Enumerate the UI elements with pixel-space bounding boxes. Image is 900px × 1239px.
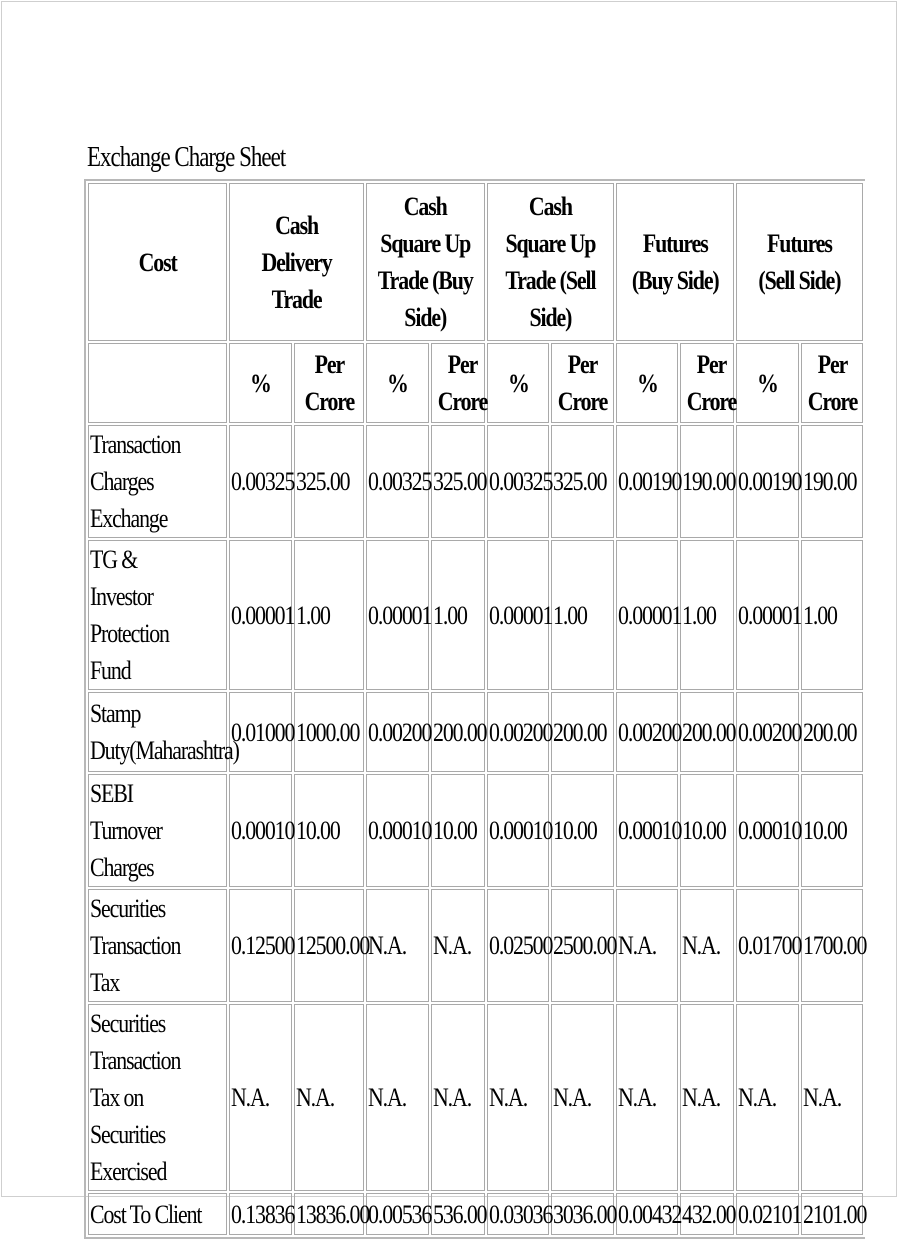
value-cell: 0.01700 [736, 889, 798, 1002]
value-cell: N.A. [366, 889, 428, 1002]
table-row [88, 425, 863, 538]
value-cell: N.A. [680, 889, 734, 1002]
value-cell: 1000.00 [294, 692, 365, 772]
value-cell: 0.00325 [229, 425, 291, 538]
header-pct: % [487, 343, 549, 423]
value-cell: 325.00 [294, 425, 365, 538]
value-cell: 0.01000 [229, 692, 291, 772]
value-cell: 1.00 [551, 540, 613, 690]
header-blank [88, 343, 227, 423]
value-cell: 0.00001 [736, 540, 798, 690]
value-cell: 10.00 [294, 774, 365, 887]
value-cell: N.A. [616, 1004, 678, 1191]
table-row [88, 774, 863, 887]
value-cell: 200.00 [801, 692, 863, 772]
value-cell: 0.12500 [229, 889, 291, 1002]
header-pct: % [229, 343, 291, 423]
value-cell: 2101.00 [801, 1193, 863, 1235]
value-cell: 0.00001 [229, 540, 291, 690]
header-per-crore: Per Crore [551, 343, 613, 423]
value-cell: 190.00 [801, 425, 863, 538]
value-cell: 1.00 [431, 540, 485, 690]
value-cell: 12500.00 [294, 889, 365, 1002]
value-cell: 10.00 [551, 774, 613, 887]
row-label: Stamp Duty(Maharashtra) [88, 692, 227, 772]
value-cell: N.A. [431, 1004, 485, 1191]
header-pct: % [736, 343, 798, 423]
charge-table-container [84, 179, 866, 1229]
value-cell: N.A. [551, 1004, 613, 1191]
table-row [88, 1004, 863, 1191]
value-cell: 1.00 [680, 540, 734, 690]
value-cell: 0.00010 [736, 774, 798, 887]
value-cell: 1.00 [801, 540, 863, 690]
row-label: Cost To Client [88, 1193, 227, 1235]
header-pct: % [366, 343, 428, 423]
header-group-cash-delivery: Cash Delivery Trade [229, 183, 364, 341]
value-cell: 200.00 [551, 692, 613, 772]
value-cell: 0.00200 [616, 692, 678, 772]
header-per-crore: Per Crore [431, 343, 485, 423]
header-per-crore: Per Crore [801, 343, 863, 423]
table-row [88, 540, 863, 690]
value-cell: 0.00001 [616, 540, 678, 690]
table-row [88, 889, 863, 1002]
header-group-futures-buy: Futures (Buy Side) [616, 183, 734, 341]
header-group-cash-squareup-sell: Cash Square Up Trade (Sell Side) [487, 183, 614, 341]
value-cell: 325.00 [551, 425, 613, 538]
value-cell: N.A. [431, 889, 485, 1002]
header-per-crore: Per Crore [294, 343, 365, 423]
value-cell: 10.00 [680, 774, 734, 887]
value-cell: 0.02101 [736, 1193, 798, 1235]
value-cell: 0.00200 [366, 692, 428, 772]
value-cell: 0.00200 [736, 692, 798, 772]
value-cell: 432.00 [680, 1193, 734, 1235]
value-cell: 0.00432 [616, 1193, 678, 1235]
value-cell: 536.00 [431, 1193, 485, 1235]
header-cost: Cost [88, 183, 227, 341]
row-label: Transaction Charges Exchange [88, 425, 227, 538]
value-cell: 0.00325 [487, 425, 549, 538]
value-cell: 0.00325 [366, 425, 428, 538]
value-cell: N.A. [487, 1004, 549, 1191]
value-cell: 0.00010 [487, 774, 549, 887]
table-row-total [88, 1193, 863, 1235]
header-group-cash-squareup-buy: Cash Square Up Trade (Buy Side) [366, 183, 484, 341]
value-cell: 10.00 [801, 774, 863, 887]
value-cell: 0.00536 [366, 1193, 428, 1235]
value-cell: N.A. [801, 1004, 863, 1191]
row-label: TG & Investor Protection Fund [88, 540, 227, 690]
value-cell: 0.13836 [229, 1193, 291, 1235]
value-cell: 1.00 [294, 540, 365, 690]
value-cell: 2500.00 [551, 889, 613, 1002]
value-cell: 10.00 [431, 774, 485, 887]
row-label: Securities Transaction Tax on Securities Exercised [88, 1004, 227, 1191]
header-group-futures-sell: Futures (Sell Side) [736, 183, 863, 341]
value-cell: 0.00001 [366, 540, 428, 690]
value-cell: 200.00 [431, 692, 485, 772]
value-cell: 0.00010 [229, 774, 291, 887]
value-cell: 0.00010 [616, 774, 678, 887]
value-cell: N.A. [294, 1004, 365, 1191]
value-cell: 0.00010 [366, 774, 428, 887]
header-row-groups [88, 183, 863, 341]
value-cell: 190.00 [680, 425, 734, 538]
table-row [88, 692, 863, 772]
value-cell: N.A. [366, 1004, 428, 1191]
value-cell: 0.03036 [487, 1193, 549, 1235]
header-row-units [88, 343, 863, 423]
row-label: SEBI Turnover Charges [88, 774, 227, 887]
value-cell: N.A. [680, 1004, 734, 1191]
value-cell: N.A. [736, 1004, 798, 1191]
value-cell: 200.00 [680, 692, 734, 772]
value-cell: 0.02500 [487, 889, 549, 1002]
value-cell: 1700.00 [801, 889, 863, 1002]
value-cell: 0.00190 [736, 425, 798, 538]
row-label: Securities Transaction Tax [88, 889, 227, 1002]
value-cell: N.A. [616, 889, 678, 1002]
value-cell: N.A. [229, 1004, 291, 1191]
value-cell: 0.00001 [487, 540, 549, 690]
value-cell: 13836.00 [294, 1193, 365, 1235]
value-cell: 325.00 [431, 425, 485, 538]
value-cell: 0.00190 [616, 425, 678, 538]
header-per-crore: Per Crore [680, 343, 734, 423]
value-cell: 3036.00 [551, 1193, 613, 1235]
header-pct: % [616, 343, 678, 423]
charge-table [84, 179, 865, 1239]
value-cell: 0.00200 [487, 692, 549, 772]
table-caption: Exchange Charge Sheet [87, 142, 286, 173]
